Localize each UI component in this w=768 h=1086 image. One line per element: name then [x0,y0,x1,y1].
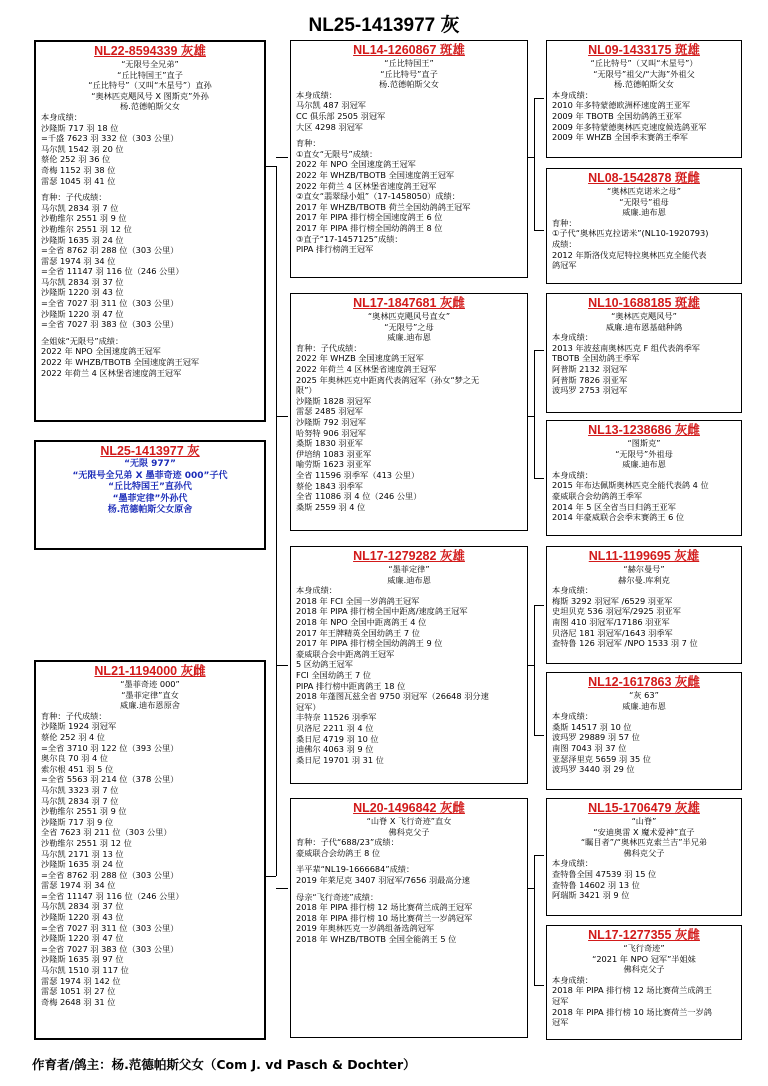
text-line: “飞行奇迹” [623,943,665,953]
text-line: “墨菲定律” [388,564,430,574]
text-line: 查特鲁 14602 羽 13 位 [552,879,640,890]
text-line: 雷瑟 1974 羽 142 位 [41,975,121,986]
text-line: 5 区幼鸽王冠军 [296,659,353,670]
gg6-card [546,672,742,790]
text-line: 2018 年 PIPA 排行榜全国中距离/速度鸽王冠军 [296,606,468,617]
text-line: 本身成绩： [552,858,593,869]
text-line: 雷瑟 1974 羽 34 位 [41,255,116,266]
connector-line [528,416,534,417]
text-line: FCI 全国幼鸽王 7 位 [296,669,371,680]
text-line: 蔡伦 252 羽 36 位 [41,154,111,165]
text-line: 威廉.迪布恩 [387,574,431,585]
text-line: 2017 年 PIPA 排行榜全国速度鸽王 6 位 [296,212,443,223]
gg3-body [552,332,736,396]
sire-ring: NL22-8594339 灰雄 [94,44,206,58]
text-line: 威廉.迪布恩 [387,332,431,343]
text-line: 赫尔曼.库利克 [618,574,670,585]
text-line: 马尔凯 1542 羽 20 位 [41,143,124,154]
gg8-card [546,925,742,1040]
text-line: “瞩目者”/“奥林匹克索兰吉”半兄弟 [580,837,708,848]
page-title: NL25-1413977 灰 [308,15,460,36]
text-line: 杨.范德帕斯父女 [614,79,674,90]
gg6-header [552,690,736,711]
text-line: “无限号全兄弟 X 墨菲奇迹 000”子代 [72,470,228,481]
connector-line [534,605,544,606]
text-line: 半平辈“NL19-1666684”成绩： [296,864,415,875]
text-line: 2018 年 NPO 全国中距离鸽王 4 位 [296,616,427,627]
text-line: 沙隆斯 1220 羽 47 位 [41,308,124,319]
g2-header [296,311,522,343]
granddam-paternal-card [290,293,528,531]
text-line: 2009 年 WHZB 全国季末赛鸽王季军 [552,132,688,143]
gg8-header [552,943,736,975]
text-line: 沙勒维尔 2551 羽 12 位 [41,223,132,234]
gg6-ring: NL12-1617863 灰雌 [588,675,700,689]
text-line: 2015 年布达佩斯奥林匹克全能代表鸽 4 位 [552,480,709,491]
text-line: 沙隆斯 1924 羽冠军 [41,721,117,732]
g4-body [296,837,522,944]
gg7-ring: NL15-1706479 灰雄 [588,801,700,815]
text-line: 沙隆斯 717 羽 18 位 [41,122,119,133]
text-line: 本身成绩： [552,974,593,985]
connector-line [534,230,544,231]
text-line: TBOTB 全国幼鸽王季军 [552,353,640,364]
text-line: 波玛罗 2753 羽冠军 [552,385,628,396]
g1-ring: NL14-1260867 斑雄 [353,43,465,57]
text-line: 2022 年 NPO 全国速度鸽王冠军 [296,159,416,170]
text-line: 全省 11086 羽 4 位（246 公里） [296,491,422,502]
text-line: 沙勒维尔 2551 羽 12 位 [41,837,132,848]
text-line: 奇梅 1152 羽 38 位 [41,164,116,175]
text-line: =全省 7027 羽 383 位（303 公里） [41,943,179,954]
gg2-ring: NL08-1542878 斑雌 [588,171,700,185]
text-line: “安迪奥雷 X 魔术爱神”直子 [593,826,695,837]
text-line: 沙勒维尔 2551 羽 9 位 [41,806,127,817]
text-line: 鸽冠军 [552,260,577,271]
text-line: “山脊” [631,816,657,826]
text-line: =全省 7027 羽 383 位（303 公里） [41,319,179,330]
text-line: 查特鲁 126 羽冠军 /NPO 1533 羽 7 位 [552,638,698,649]
text-line: 2010 年多特蒙德欧洲杯速度鸽王亚军 [552,100,691,111]
text-line: 桑斯 2559 羽 4 位 [296,501,366,512]
text-line: “无限 977” [124,459,176,469]
text-line: 2017 年 PIPA 排行榜全国幼鸽鸽王 9 位 [296,638,443,649]
dam-body [41,711,259,1008]
text-line: 梅斯 3292 羽冠军 /6529 羽亚军 [552,595,673,606]
text-line: “奥林匹克飓风号直女” [367,311,451,321]
text-line: 全省 11596 羽季军（413 公里） [296,469,420,480]
gg4-header [552,438,736,470]
gg2-header [552,186,736,218]
text-line: =全省 8762 羽 288 位（303 公里） [41,869,179,880]
text-line: 豪威联合会中距离鸽王冠军 [296,648,395,659]
text-line: 马尔凯 2171 羽 13 位 [41,848,124,859]
grandsire-maternal-card [290,546,528,784]
gg3-card [546,293,742,413]
text-line: 2009 年 TBOTB 全国幼鸽鸽王亚军 [552,110,682,121]
subject-card [34,440,266,550]
text-line: 育种： [552,217,577,228]
text-line: =全省 11147 羽 116 位（246 公里） [41,890,184,901]
text-line: 豪威联合会幼鸽鸽王季军 [552,490,643,501]
text-line: 大区 4298 羽冠军 [296,121,363,132]
connector-line [276,416,288,417]
gg1-header [552,58,736,90]
g2-ring: NL17-1847681 灰雌 [353,296,465,310]
gg2-body [552,218,736,271]
text-line: 沙隆斯 1828 羽冠军 [296,395,372,406]
text-line: 2018 年 WHZB/TBOTB 全国全能鸽王 5 位 [296,933,457,944]
text-line: =全省 8762 羽 288 位（303 公里） [41,245,179,256]
gg1-body [552,90,736,143]
connector-line [276,157,288,158]
connector-line [276,888,288,889]
sire-body [41,112,259,378]
text-line: 杨.范德帕斯父女原舍 [107,505,193,515]
g4-header [296,816,522,837]
text-line: 佛科克父子 [388,826,430,837]
text-line: 杨.范德帕斯父女 [379,79,439,90]
text-line: 2014 年豪威联合会季末赛鸽王 6 位 [552,512,685,523]
text-line: 2018 年 PIPA 排行榜 10 场比赛荷兰一岁鸽冠军 [296,912,473,923]
text-line: “丘比特国王”直子 [117,69,183,80]
connector-line [534,350,544,351]
text-line: 沙隆斯 1635 羽 97 位 [41,954,124,965]
text-line: 马尔凯 2834 羽 7 位 [41,795,119,806]
text-line: 2018 年 PIPA 排行榜 10 场比赛荷兰一岁鸽 [552,1006,712,1017]
g3-header [296,564,522,585]
text-line: 马尔凯 2834 羽 7 位 [41,202,119,213]
text-line: 威廉.迪布恩 [622,207,666,218]
text-line: 2017 年 WHZB/TBOTB 荷兰全国幼鸽鸽王冠军 [296,201,471,212]
text-line: 2022 年 WHZB/TBOTB 全国速度鸽王冠军 [41,357,200,368]
text-line: 冠军） [296,701,321,712]
text-line: ①直女“无限号”成绩： [296,148,378,159]
text-line: 阿普斯 7826 羽亚军 [552,374,628,385]
g1-body [296,90,522,255]
text-line: “丘比特国王” [384,58,434,68]
text-line: 索尔根 451 羽 5 位 [41,763,114,774]
grandsire-paternal-card [290,40,528,278]
text-line: “无限号”祖父/“大海”外祖父 [593,68,695,79]
sire-header [41,59,259,112]
text-line: 成绩： [552,238,577,249]
text-line: 本身成绩： [296,585,337,596]
text-line: =全省 11147 羽 116 位（246 公里） [41,266,184,277]
text-line: 母亲“飞行奇迹”成绩： [296,891,379,902]
text-line: 育种： [296,138,321,149]
g1-header [296,58,522,90]
gg5-header [552,564,736,585]
text-line: “灰 63” [629,690,659,700]
text-line: 2017 年 PIPA 排行榜全国幼鸽鸽王 8 位 [296,222,443,233]
text-line: 2022 年 NPO 全国速度鸽王冠军 [41,346,161,357]
text-line: “丘比特号”直子 [380,68,438,79]
gg8-body [552,975,736,1028]
text-line: 桑斯 1830 羽亚军 [296,438,363,449]
connector-line [266,166,276,167]
text-line: “奥林匹克飓风号” [611,311,677,321]
text-line: 史坦贝克 536 羽冠军/2925 羽亚军 [552,606,681,617]
connector-line [534,350,535,478]
text-line: 本身成绩： [552,585,593,596]
text-line: 2022 年 WHZB/TBOTB 全国速度鸽王冠军 [296,169,455,180]
text-line: 查特鲁全国 47539 羽 15 位 [552,868,657,879]
text-line: “无限号”之母 [384,321,434,332]
gg4-ring: NL13-1238686 灰雌 [588,423,700,437]
text-line: 马尔凯 1510 羽 117 位 [41,965,129,976]
text-line: 威廉.迪布恩 [622,700,666,711]
text-line: CC 俱乐部 2505 羽冠军 [296,110,386,121]
breeder-footer: 作育者/鸽主：杨.范德帕斯父女（Com J. vd Pasch & Dochter） [32,1057,416,1072]
gg7-card [546,798,742,916]
gg5-card [546,546,742,664]
text-line: =全省 3710 羽 122 位（393 公里） [41,742,179,753]
text-line: “墨菲奇迹 000” [120,679,180,689]
text-line: 冠军 [552,1017,569,1028]
subject-lines [41,459,259,517]
text-line: 马尔凯 3323 羽 7 位 [41,784,119,795]
gg7-header [552,816,736,858]
connector-line [534,855,535,985]
text-line: “图斯克” [627,438,661,448]
text-line: 贝洛尼 2211 羽 4 位 [296,722,374,733]
text-line: ③直子“17-1457125”成绩： [296,233,403,244]
gg3-ring: NL10-1688185 斑雄 [588,296,700,310]
text-line: 阿普斯 2132 羽冠军 [552,363,628,374]
text-line: 2025 年奥林匹克中距离代表鸽冠军（孙女“梦之无 [296,374,480,385]
text-line: 亚瑟泽里克 5659 羽 35 位 [552,753,651,764]
text-line: “2021 年 NPO 冠军”半姐妹 [592,953,696,964]
text-line: 雷瑟 1974 羽 34 位 [41,880,116,891]
text-line: 南图 7043 羽 37 位 [552,742,627,753]
text-line: 育种：子代“688/23”成绩： [296,837,399,848]
text-line: 马尔凯 2834 羽 37 位 [41,901,124,912]
text-line: “奥林匹克飓风号 X 图斯克”外孙 [91,90,209,101]
text-line: 2017 年王牌精英全国幼鸽王 7 位 [296,627,420,638]
connector-line [534,98,535,230]
gg2-card [546,168,742,284]
connector-line [528,665,534,666]
text-line: 沙隆斯 1635 羽 24 位 [41,234,124,245]
sire-card [34,40,266,422]
text-line: ①子代“奥林匹克拉诺米”(NL10-1920793) [552,228,709,239]
text-line: 本身成绩： [552,332,593,343]
text-line: 波玛罗 3440 羽 29 位 [552,764,635,775]
text-line: 2022 年荷兰 4 区林堡省速度鸽王冠军 [296,363,437,374]
text-line: 沙隆斯 1220 羽 47 位 [41,933,124,944]
dam-card [34,660,266,1040]
text-line: 桑日尼 19701 羽 31 位 [296,754,384,765]
text-line: 2012 年斯洛伐克尼特拉奥林匹克全能代表 [552,249,707,260]
text-line: 奥尔良 70 羽 4 位 [41,753,108,764]
text-line: 2014 年 5 区全省当日归鸽王亚军 [552,501,676,512]
text-line: 奇梅 2648 羽 31 位 [41,996,116,1007]
connector-line [276,166,277,876]
g3-ring: NL17-1279282 灰雄 [353,549,465,563]
text-line: 波玛罗 29889 羽 57 位 [552,732,640,743]
text-line: 雷瑟 1045 羽 41 位 [41,175,116,186]
text-line: 沙隆斯 792 羽冠军 [296,416,366,427]
text-line: “丘比特号”（又叫“木星号”） [590,58,698,68]
gg7-body [552,858,736,900]
text-line: 马尔凯 487 羽冠军 [296,100,366,111]
text-line: 蔡伦 252 羽 4 位 [41,731,105,742]
connector-line [534,985,544,986]
text-line: 蔡伦 1843 羽季军 [296,480,363,491]
text-line: 哈努特 906 羽冠军 [296,427,366,438]
text-line: “赫尔曼号” [623,564,665,574]
text-line: 伊培纳 1083 羽亚军 [296,448,372,459]
dam-ring: NL21-1194000 灰雌 [94,664,206,678]
dam-header [41,679,259,711]
text-line: 杨.范德帕斯父女 [120,101,180,112]
gg4-body [552,470,736,523]
g2-body [296,343,522,513]
connector-line [276,665,288,666]
text-line: =全省 7027 羽 311 位（303 公里） [41,298,179,309]
subject-ring: NL25-1413977 灰 [100,444,200,458]
text-line: 阿瑞斯 3421 羽 9 位 [552,890,630,901]
gg3-header [552,311,736,332]
text-line: 马尔凯 2834 羽 37 位 [41,276,124,287]
text-line: “无限号”外祖母 [615,448,673,459]
text-line: “无限号全兄弟” [121,59,179,69]
connector-line [534,855,544,856]
text-line: 本身成绩： [552,711,593,722]
gg1-ring: NL09-1433175 斑雄 [588,43,700,57]
connector-line [266,876,276,877]
text-line: 2009 年多特蒙德奥林匹克速度候选鸽亚军 [552,121,707,132]
text-line: 限”） [296,385,317,396]
text-line: 2022 年荷兰 4 区林堡省速度鸽王冠军 [296,180,437,191]
g4-ring: NL20-1496842 灰雌 [353,801,465,815]
connector-line [534,735,544,736]
text-line: 2019 年奥林匹克一岁鸽组备选鸽冠军 [296,923,435,934]
connector-line [534,605,535,735]
text-line: “墨菲定律”直女 [121,689,179,700]
text-line: 桑斯 14517 羽 10 位 [552,721,632,732]
text-line: 沙勒维尔 2551 羽 9 位 [41,213,127,224]
text-line: 育种：子代成绩： [296,342,362,353]
text-line: =千盛 7623 羽 332 位（303 公里） [41,133,179,144]
text-line: 沙隆斯 1220 羽 43 位 [41,912,124,923]
text-line: 贝洛尼 181 羽冠军/1643 羽季军 [552,627,673,638]
text-line: 佛科克父子 [623,847,665,858]
gg6-body [552,711,736,775]
text-line: 威廉.迪布恩基础种鸽 [605,321,683,332]
text-line: 威廉.迪布恩原舍 [120,700,180,711]
text-line: 2018 年 FCI 全国一岁鸽鸽王冠军 [296,595,420,606]
connector-line [534,98,544,99]
text-line: 沙隆斯 1220 羽 43 位 [41,287,124,298]
gg1-card [546,40,742,158]
text-line: “奥林匹克诺米之母” [607,186,681,196]
text-line: 本身成绩： [296,89,337,100]
text-line: “丘比特国王”直孙代 [108,482,192,492]
gg5-body [552,585,736,649]
text-line: “无限号”祖母 [619,196,669,207]
text-line: 沙隆斯 1635 羽 24 位 [41,859,124,870]
text-line: 2018 年 PIPA 排行榜 12 场比赛荷兰成鸽王冠军 [296,902,473,913]
text-line: 育种：子代成绩： [41,192,107,203]
text-line: “丘比特号”（又叫“木星号”）直孙 [88,80,212,91]
connector-line [534,478,544,479]
text-line: 全省 7623 羽 211 位（303 公里） [41,827,172,838]
text-line: 冠军 [552,995,569,1006]
text-line: 2022 年荷兰 4 区林堡省速度鸽王冠军 [41,367,182,378]
text-line: =全省 5563 羽 214 位（378 公里） [41,774,179,785]
text-line: 2019 年莱尼克 3407 羽冠军/7656 羽最高分速 [296,874,470,885]
text-line: 2013 年波兹南奥林匹克 F 组代表鸽季军 [552,342,700,353]
text-line: ②直女“翡翠绿小姐”（17-1458050）成绩： [296,191,460,202]
text-line: 雷瑟 1051 羽 27 位 [41,986,116,997]
text-line: 本身成绩： [41,111,82,122]
text-line: PIPA 排行榜鸽王冠军 [296,244,374,255]
text-line: 喻劳斯 1623 羽亚军 [296,459,372,470]
text-line: 威廉.迪布恩 [622,459,666,470]
gg5-ring: NL11-1199695 灰雄 [588,549,700,563]
granddam-maternal-card [290,798,528,1038]
gg4-card [546,420,742,536]
text-line: 桑日尼 4719 羽 10 位 [296,733,379,744]
text-line: “墨菲定律”外孙代 [112,493,188,504]
text-line: 本身成绩： [552,89,593,100]
text-line: 南图 410 羽冠军/17186 羽亚军 [552,616,670,627]
text-line: 丰特奈 11526 羽季军 [296,712,377,723]
text-line: 本身成绩： [552,469,593,480]
text-line: =全省 7027 羽 311 位（303 公里） [41,922,179,933]
text-line: 2018 年 PIPA 排行榜 12 场比赛荷兰成鸽王 [552,985,712,996]
text-line: 迪佛尔 4063 羽 9 位 [296,744,374,755]
g3-body [296,585,522,765]
text-line: 豪威联合会幼鸽王 8 位 [296,847,381,858]
connector-line [528,157,534,158]
text-line: “山脊 X 飞行奇迹”直女 [366,816,452,826]
text-line: 2018 年蓬图瓦兹全省 9750 羽冠军（26648 羽分速 [296,691,489,702]
text-line: 沙隆斯 717 羽 9 位 [41,816,114,827]
text-line: 全姐妹“无限号”成绩： [41,335,124,346]
connector-line [528,888,534,889]
text-line: PIPA 排行榜中距离鸽王 18 位 [296,680,406,691]
text-line: 育种：子代成绩： [41,710,107,721]
text-line: 2022 年 WHZB 全国速度鸽王冠军 [296,353,424,364]
text-line: 佛科克父子 [623,964,665,975]
gg8-ring: NL17-1277355 灰雌 [588,928,700,942]
text-line: 雷瑟 2485 羽冠军 [296,406,363,417]
